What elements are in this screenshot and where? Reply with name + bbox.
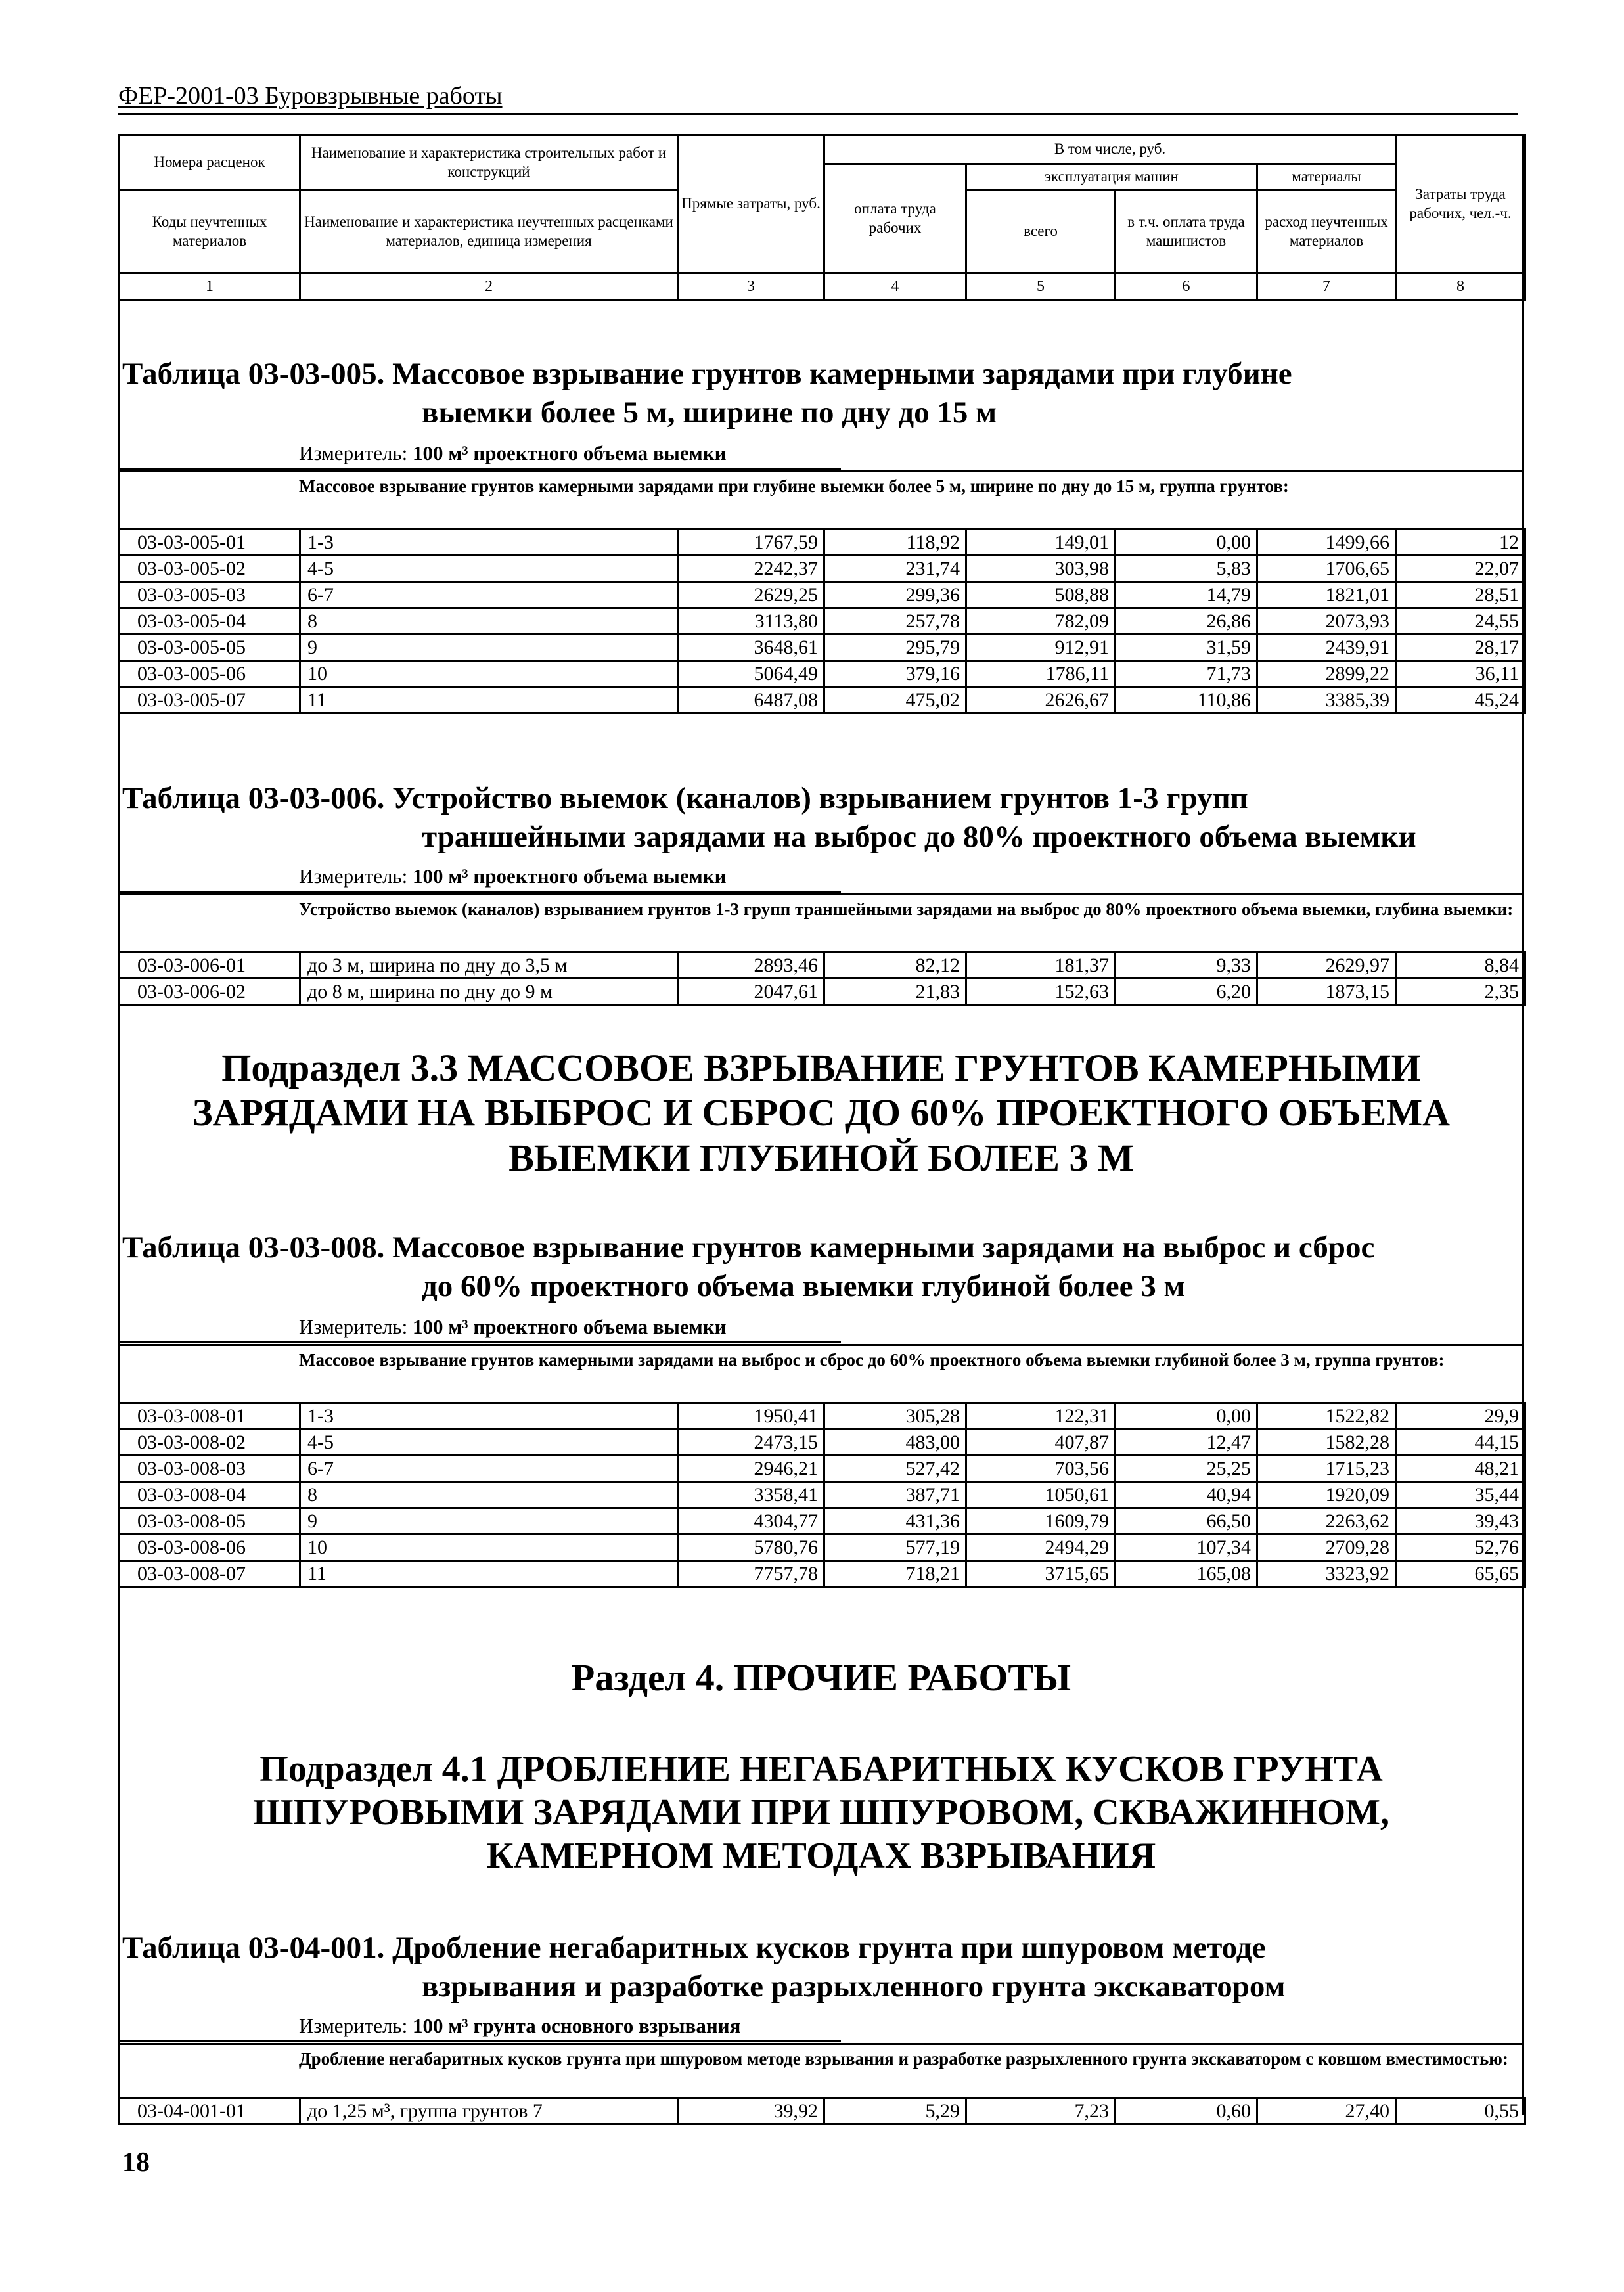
materials-cell: 2629,97: [1257, 953, 1396, 979]
labor-cell: 39,43: [1396, 1508, 1525, 1535]
header-material-names: Наименование и характеристика неучтенных расценками материалов, единица измерения: [300, 191, 678, 273]
data-table-03-04-001: [118, 2097, 1526, 2125]
materials-cell: 27,40: [1257, 2098, 1396, 2124]
measure-03-04-001: Измеритель: 100 м³ грунта основного взрывания: [299, 2014, 741, 2037]
operator-pay-cell: 110,86: [1116, 687, 1257, 713]
materials-cell: 3323,92: [1257, 1561, 1396, 1587]
header-rate-numbers: Номера расценок: [120, 135, 300, 191]
table-row: [120, 608, 1525, 635]
operator-pay-cell: 25,25: [1116, 1456, 1257, 1482]
header-labor-costs: Затраты труда рабочих, чел.-ч.: [1396, 135, 1525, 273]
work-name-cell: 4-5: [300, 1429, 678, 1456]
materials-cell: 1920,09: [1257, 1482, 1396, 1508]
rate-code-cell: 03-03-008-06: [120, 1535, 300, 1561]
direct-costs-cell: 5064,49: [678, 661, 824, 687]
table-title-03-03-008: Таблица 03-03-008. Массовое взрывание грунтов камерными зарядами на выброс и сброс до 60% проектного объема выемки глубиной более 3 м: [122, 1230, 1375, 1303]
header-num-4: 4: [824, 273, 966, 300]
work-name-cell: 1-3: [300, 1403, 678, 1429]
direct-costs-cell: 1767,59: [678, 529, 824, 556]
table-row: [120, 1508, 1525, 1535]
measure-03-03-005: Измеритель: 100 м³ проектного объема выемки: [299, 441, 727, 464]
header-material-codes: Коды неучтенных материалов: [120, 191, 300, 273]
worker-pay-cell: 387,71: [824, 1482, 966, 1508]
operator-pay-cell: 26,86: [1116, 608, 1257, 635]
subsection-4-1-heading: Подраздел 4.1 ДРОБЛЕНИЕ НЕГАБАРИТНЫХ КУСКОВ ГРУНТА ШПУРОВЫМИ ЗАРЯДАМИ ПРИ ШПУРОВОМ, СКВАЖИННОМ, КАМЕРНОМ МЕТОДАХ ВЗРЫВАНИЯ: [252, 1749, 1390, 1877]
header-work-name: Наименование и характеристика строительных работ и конструкций: [300, 135, 678, 191]
header-num-5: 5: [966, 273, 1116, 300]
labor-cell: 28,51: [1396, 582, 1525, 608]
rate-code-cell: 03-03-006-02: [120, 979, 300, 1005]
column-header-table: [118, 134, 1526, 301]
header-num-3: 3: [678, 273, 824, 300]
materials-cell: 2899,22: [1257, 661, 1396, 687]
labor-cell: 12: [1396, 529, 1525, 556]
materials-cell: 1873,15: [1257, 979, 1396, 1005]
measure-03-03-008: Измеритель: 100 м³ проектного объема выемки: [299, 1315, 727, 1338]
table-row: [120, 953, 1525, 979]
labor-cell: 8,84: [1396, 953, 1525, 979]
rate-code-cell: 03-03-005-03: [120, 582, 300, 608]
materials-cell: 2263,62: [1257, 1508, 1396, 1535]
header-operator-pay: в т.ч. оплата труда машинистов: [1116, 191, 1257, 273]
machine-total-cell: 508,88: [966, 582, 1116, 608]
direct-costs-cell: 2047,61: [678, 979, 824, 1005]
labor-cell: 45,24: [1396, 687, 1525, 713]
work-name-cell: 11: [300, 687, 678, 713]
materials-cell: 1582,28: [1257, 1429, 1396, 1456]
work-name-cell: до 8 м, ширина по дну до 9 м: [300, 979, 678, 1005]
group-label-03-04-001: Дробление негабаритных кусков грунта при шпуровом методе взрывания и разработке разрыхленного грунта экскаватором с ковшом вместимостью:: [299, 2049, 1508, 2069]
labor-cell: 29,9: [1396, 1403, 1525, 1429]
materials-cell: 2709,28: [1257, 1535, 1396, 1561]
table-row: [120, 529, 1525, 556]
materials-cell: 1821,01: [1257, 582, 1396, 608]
group-box: [118, 1344, 1524, 1346]
direct-costs-cell: 39,92: [678, 2098, 824, 2124]
materials-cell: 3385,39: [1257, 687, 1396, 713]
operator-pay-cell: 6,20: [1116, 979, 1257, 1005]
operator-pay-cell: 0,00: [1116, 529, 1257, 556]
machine-total-cell: 149,01: [966, 529, 1116, 556]
measure-line: [118, 891, 841, 893]
machine-total-cell: 2494,29: [966, 1535, 1116, 1561]
table-row: [120, 1456, 1525, 1482]
machine-total-cell: 3715,65: [966, 1561, 1116, 1587]
work-name-cell: 1-3: [300, 529, 678, 556]
work-name-cell: 9: [300, 635, 678, 661]
data-table-03-03-005: [118, 528, 1526, 714]
rate-code-cell: 03-03-006-01: [120, 953, 300, 979]
direct-costs-cell: 4304,77: [678, 1508, 824, 1535]
direct-costs-cell: 5780,76: [678, 1535, 824, 1561]
table-title-03-03-005: Таблица 03-03-005. Массовое взрывание грунтов камерными зарядами при глубине выемки более 5 м, ширине по дну до 15 м: [122, 357, 1292, 430]
operator-pay-cell: 5,83: [1116, 556, 1257, 582]
direct-costs-cell: 3358,41: [678, 1482, 824, 1508]
rate-code-cell: 03-03-008-07: [120, 1561, 300, 1587]
worker-pay-cell: 305,28: [824, 1403, 966, 1429]
operator-pay-cell: 0,00: [1116, 1403, 1257, 1429]
header-material-consumption: расход неучтенных материалов: [1257, 191, 1396, 273]
worker-pay-cell: 231,74: [824, 556, 966, 582]
worker-pay-cell: 21,83: [824, 979, 966, 1005]
measure-03-03-006: Измеритель: 100 м³ проектного объема выемки: [299, 865, 727, 888]
worker-pay-cell: 82,12: [824, 953, 966, 979]
machine-total-cell: 703,56: [966, 1456, 1116, 1482]
table-title-03-03-006: Таблица 03-03-006. Устройство выемок (каналов) взрыванием грунтов 1-3 групп траншейными зарядами на выброс до 80% проектного объема выемки: [122, 781, 1416, 854]
table-title-03-04-001: Таблица 03-04-001. Дробление негабаритных кусков грунта при шпуровом методе взрывания и разработке разрыхленного грунта экскаватором: [122, 1931, 1286, 2004]
direct-costs-cell: 2893,46: [678, 953, 824, 979]
rate-code-cell: 03-03-005-02: [120, 556, 300, 582]
direct-costs-cell: 2473,15: [678, 1429, 824, 1456]
machine-total-cell: 1609,79: [966, 1508, 1116, 1535]
measure-line: [118, 1341, 841, 1343]
rate-code-cell: 03-03-008-05: [120, 1508, 300, 1535]
labor-cell: 48,21: [1396, 1456, 1525, 1482]
table-row: [120, 1561, 1525, 1587]
labor-cell: 24,55: [1396, 608, 1525, 635]
machine-total-cell: 782,09: [966, 608, 1116, 635]
materials-cell: 2073,93: [1257, 608, 1396, 635]
operator-pay-cell: 71,73: [1116, 661, 1257, 687]
group-label-03-03-005: Массовое взрывание грунтов камерными зарядами при глубине выемки более 5 м, ширине по дну до 15 м, группа грунтов:: [299, 476, 1289, 496]
materials-cell: 1499,66: [1257, 529, 1396, 556]
worker-pay-cell: 483,00: [824, 1429, 966, 1456]
machine-total-cell: 2626,67: [966, 687, 1116, 713]
labor-cell: 35,44: [1396, 1482, 1525, 1508]
work-name-cell: 6-7: [300, 1456, 678, 1482]
operator-pay-cell: 31,59: [1116, 635, 1257, 661]
section-4-heading: Раздел 4. ПРОЧИЕ РАБОТЫ: [571, 1656, 1071, 1699]
header-num-2: 2: [300, 273, 678, 300]
table-row: [120, 582, 1525, 608]
operator-pay-cell: 9,33: [1116, 953, 1257, 979]
page-number: 18: [122, 2147, 150, 2178]
work-name-cell: 6-7: [300, 582, 678, 608]
worker-pay-cell: 718,21: [824, 1561, 966, 1587]
group-label-03-03-008: Массовое взрывание грунтов камерными зарядами на выброс и сброс до 60% проектного объема выемки глубиной более 3 м, группа грунтов:: [299, 1350, 1445, 1370]
machine-total-cell: 152,63: [966, 979, 1116, 1005]
direct-costs-cell: 1950,41: [678, 1403, 824, 1429]
materials-cell: 2439,91: [1257, 635, 1396, 661]
labor-cell: 0,55: [1396, 2098, 1525, 2124]
table-row: [120, 1482, 1525, 1508]
group-box: [118, 2043, 1524, 2045]
materials-cell: 1715,23: [1257, 1456, 1396, 1482]
worker-pay-cell: 527,42: [824, 1456, 966, 1482]
table-row: [120, 556, 1525, 582]
group-box: [118, 893, 1524, 895]
labor-cell: 52,76: [1396, 1535, 1525, 1561]
machine-total-cell: 407,87: [966, 1429, 1116, 1456]
labor-cell: 22,07: [1396, 556, 1525, 582]
labor-cell: 36,11: [1396, 661, 1525, 687]
work-name-cell: 10: [300, 661, 678, 687]
header-num-6: 6: [1116, 273, 1257, 300]
work-name-cell: 9: [300, 1508, 678, 1535]
operator-pay-cell: 0,60: [1116, 2098, 1257, 2124]
worker-pay-cell: 577,19: [824, 1535, 966, 1561]
machine-total-cell: 122,31: [966, 1403, 1116, 1429]
group-box: [118, 470, 1524, 472]
rate-code-cell: 03-04-001-01: [120, 2098, 300, 2124]
measure-line: [118, 2040, 841, 2042]
table-row: [120, 1429, 1525, 1456]
operator-pay-cell: 12,47: [1116, 1429, 1257, 1456]
worker-pay-cell: 257,78: [824, 608, 966, 635]
header-total: всего: [966, 191, 1116, 273]
direct-costs-cell: 2629,25: [678, 582, 824, 608]
header-including: В том числе, руб.: [824, 135, 1396, 164]
worker-pay-cell: 299,36: [824, 582, 966, 608]
table-row: [120, 635, 1525, 661]
data-table-03-03-008: [118, 1402, 1526, 1588]
header-materials: материалы: [1257, 164, 1396, 191]
running-head: ФЕР-2001-03 Буровзрывные работы: [118, 81, 1518, 115]
machine-total-cell: 912,91: [966, 635, 1116, 661]
machine-total-cell: 303,98: [966, 556, 1116, 582]
labor-cell: 65,65: [1396, 1561, 1525, 1587]
labor-cell: 44,15: [1396, 1429, 1525, 1456]
machine-total-cell: 1050,61: [966, 1482, 1116, 1508]
work-name-cell: 10: [300, 1535, 678, 1561]
table-row: [120, 1403, 1525, 1429]
direct-costs-cell: 3648,61: [678, 635, 824, 661]
rate-code-cell: 03-03-008-04: [120, 1482, 300, 1508]
rate-code-cell: 03-03-008-02: [120, 1429, 300, 1456]
operator-pay-cell: 165,08: [1116, 1561, 1257, 1587]
machine-total-cell: 1786,11: [966, 661, 1116, 687]
materials-cell: 1522,82: [1257, 1403, 1396, 1429]
rate-code-cell: 03-03-005-04: [120, 608, 300, 635]
direct-costs-cell: 2242,37: [678, 556, 824, 582]
rate-code-cell: 03-03-008-03: [120, 1456, 300, 1482]
measure-line: [118, 468, 841, 470]
group-label-03-03-006: Устройство выемок (каналов) взрыванием грунтов 1-3 групп траншейными зарядами на выброс до 80% проектного объема выемки, глубина выемки:: [299, 899, 1514, 919]
table-row: [120, 979, 1525, 1005]
work-name-cell: 11: [300, 1561, 678, 1587]
operator-pay-cell: 14,79: [1116, 582, 1257, 608]
materials-cell: 1706,65: [1257, 556, 1396, 582]
worker-pay-cell: 295,79: [824, 635, 966, 661]
worker-pay-cell: 475,02: [824, 687, 966, 713]
rate-code-cell: 03-03-005-06: [120, 661, 300, 687]
table-row: [120, 1535, 1525, 1561]
work-name-cell: до 3 м, ширина по дну до 3,5 м: [300, 953, 678, 979]
direct-costs-cell: 6487,08: [678, 687, 824, 713]
header-direct-costs: Прямые затраты, руб.: [678, 135, 824, 273]
header-worker-pay: оплата труда рабочих: [824, 164, 966, 273]
work-name-cell: 4-5: [300, 556, 678, 582]
rate-code-cell: 03-03-005-05: [120, 635, 300, 661]
table-row: [120, 687, 1525, 713]
header-num-7: 7: [1257, 273, 1396, 300]
labor-cell: 28,17: [1396, 635, 1525, 661]
direct-costs-cell: 3113,80: [678, 608, 824, 635]
worker-pay-cell: 5,29: [824, 2098, 966, 2124]
header-num-8: 8: [1396, 273, 1525, 300]
operator-pay-cell: 40,94: [1116, 1482, 1257, 1508]
operator-pay-cell: 66,50: [1116, 1508, 1257, 1535]
work-name-cell: 8: [300, 1482, 678, 1508]
labor-cell: 2,35: [1396, 979, 1525, 1005]
direct-costs-cell: 2946,21: [678, 1456, 824, 1482]
operator-pay-cell: 107,34: [1116, 1535, 1257, 1561]
rate-code-cell: 03-03-005-07: [120, 687, 300, 713]
subsection-3-3-heading: Подраздел 3.3 МАССОВОЕ ВЗРЫВАНИЕ ГРУНТОВ КАМЕРНЫМИ ЗАРЯДАМИ НА ВЫБРОС И СБРОС ДО 60% ПРОЕКТНОГО ОБЪЕМА ВЫЕМКИ ГЛУБИНОЙ БОЛЕЕ 3 М: [192, 1046, 1450, 1179]
table-row: [120, 2098, 1525, 2124]
header-num-1: 1: [120, 273, 300, 300]
rate-code-cell: 03-03-008-01: [120, 1403, 300, 1429]
machine-total-cell: 7,23: [966, 2098, 1116, 2124]
table-row: [120, 661, 1525, 687]
data-table-03-03-006: [118, 951, 1526, 1006]
direct-costs-cell: 7757,78: [678, 1561, 824, 1587]
header-machine-operation: эксплуатация машин: [966, 164, 1257, 191]
work-name-cell: до 1,25 м³, группа грунтов 7: [300, 2098, 678, 2124]
worker-pay-cell: 431,36: [824, 1508, 966, 1535]
work-name-cell: 8: [300, 608, 678, 635]
worker-pay-cell: 379,16: [824, 661, 966, 687]
worker-pay-cell: 118,92: [824, 529, 966, 556]
rate-code-cell: 03-03-005-01: [120, 529, 300, 556]
machine-total-cell: 181,37: [966, 953, 1116, 979]
